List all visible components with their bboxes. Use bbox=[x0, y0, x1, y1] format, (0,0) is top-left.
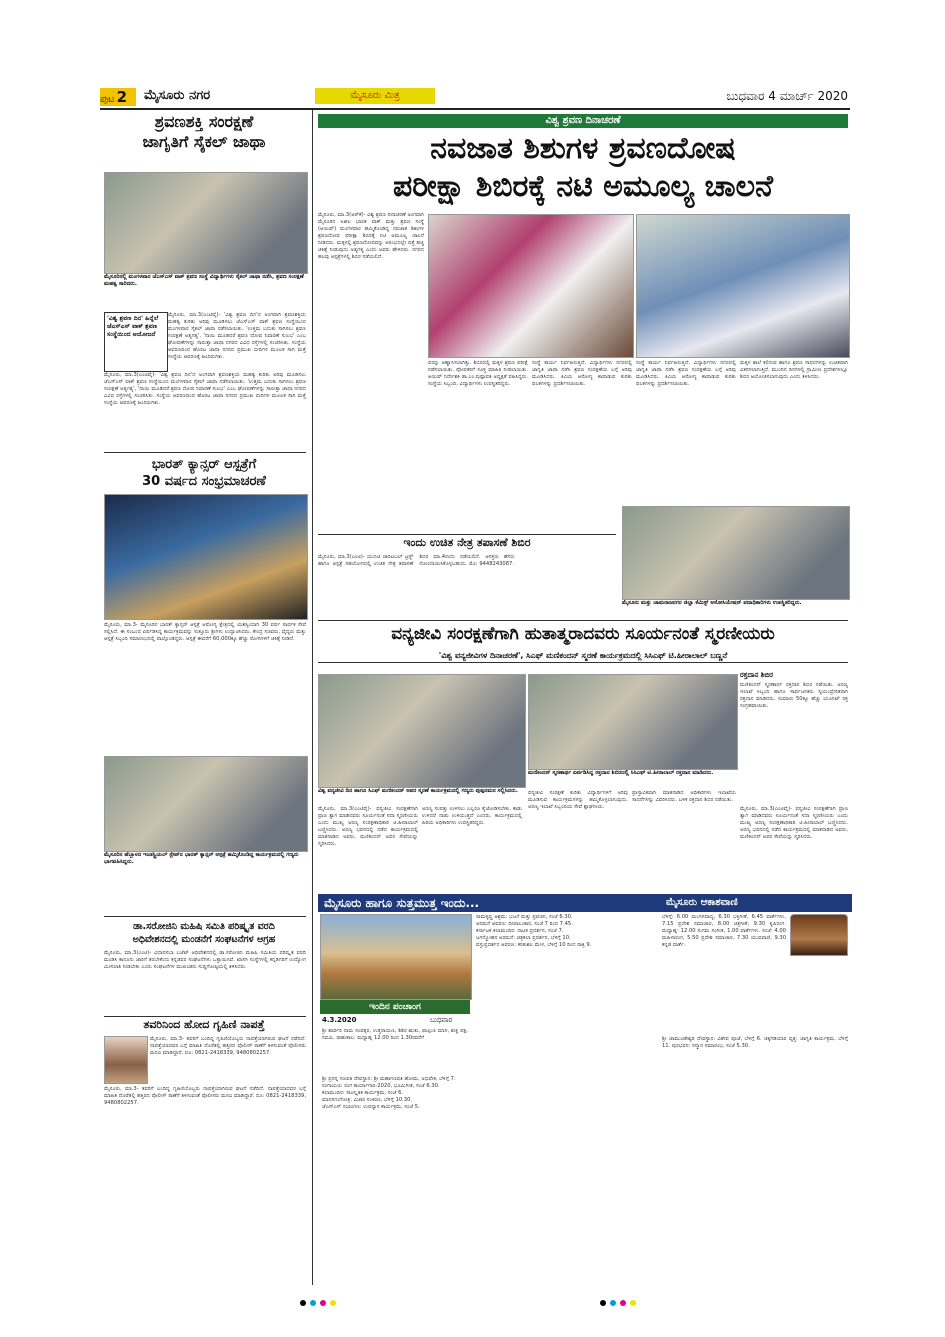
print-mark bbox=[310, 1300, 316, 1306]
page-number: 2 bbox=[116, 88, 128, 106]
print-mark bbox=[330, 1300, 336, 1306]
missing-woman-body-top: ಮೈಸೂರು, ಮಾ.3- ತವರಿಗೆ ಬಂದಿದ್ದ ಗೃಹಿಣಿಯೊಬ್ಬರು ನಾಪತ್ತೆಯಾಗಿರುವ ಘಟನೆ ನಡೆದಿದೆ. ನಾಪತ್ತೆಯಾದವರ ಬಗ್ಗೆ ಮಾಹಿತಿ ದೊರೆತಲ್ಲಿ ಹತ್ತಿರದ ಪೊಲೀಸ್ ಠಾಣೆಗೆ ತಿಳಿಸುವಂತೆ ಪೊಲೀಸರು ಮನವಿ ಮಾಡಿದ್ದಾರೆ. ದೂ: 0821-2418339, 9480802257. bbox=[150, 1036, 306, 1056]
cancer-hospital-headline bbox=[100, 456, 308, 490]
print-mark bbox=[630, 1300, 636, 1306]
blood-donation-photo bbox=[528, 674, 738, 770]
wildlife-subhead: 'ವಿಶ್ವ ವನ್ಯಜೀವಿಗಳ ದಿನಾಚರಣೆ', ಸಿಎಫ್ ಮಣಿಕಂದನ್ ಸ್ಮರಣೆ ಕಾರ್ಯಕ್ರಮದಲ್ಲಿ ಸಿಸಿಎಫ್ ಟಿ.ಹೀರಾಲಾಲ್ ಬಣ್ಣನೆ bbox=[318, 650, 848, 663]
wildlife-tribute-caption: ವಿಶ್ವ ವನ್ಯಜೀವಿ ದಿನ ಹಾಗೂ ಸಿಎಫ್ ಮಣಿಕಂದನ್ ಅವರ ಸ್ಮರಣೆ ಕಾರ್ಯಕ್ರಮದಲ್ಲಿ ಗಣ್ಯರು ಪುಷ್ಪನಮನ ಸಲ್ಲಿಸಿದರು. bbox=[318, 788, 518, 794]
wildlife-tribute-photo bbox=[318, 674, 526, 788]
actress-camp-photo bbox=[428, 214, 634, 358]
cancer-hospital-group-photo bbox=[104, 756, 308, 852]
radio-body-2: ಶ್ರೀ ಚಾಮುಂಡೇಶ್ವರಿ ದೇವಸ್ಥಾನ: ವಿಶೇಷ ಪೂಜೆ, ಬೆಳಿಗ್ಗೆ 6. ಚಿಕ್ಕಗಡಿಯಾರ ವೃತ್ತ: ಜಾಗೃತಿ ಕಾರ್ಯಕ್ರಮ, ಬೆಳಿಗ್ಗೆ 11. ಪುರಭವನ: ಸನ್ಮಾನ ಸಮಾರಂಭ, ಸಂಜೆ 5.30. bbox=[662, 1036, 848, 1049]
panchanga-day: ಬುಧವಾರ bbox=[430, 1016, 453, 1024]
listing-item: ಕರ್ನಾಟಕ ಕಲಾಮಂದಿರ: ನಾಟಕ ಪ್ರದರ್ಶನ, ಸಂಜೆ 7. bbox=[476, 928, 564, 934]
print-mark bbox=[320, 1300, 326, 1306]
cycle-rally-pull-quote: 'ವಿಶ್ವ ಶ್ರವಣ ದಿನ' ಹಿನ್ನೆಲೆ ಜೆಎಸ್‌ಎಸ್ ವಾಕ್ ಶ್ರವಣ ಸಂಸ್ಥೆಯಿಂದ ಆಯೋಜನೆ bbox=[104, 312, 168, 372]
page-number-badge bbox=[100, 88, 136, 106]
chemist-association-caption: ಮೈಸೂರು ಮತ್ತು ಚಾಮರಾಜನಗರ ಜಿಲ್ಲಾ ಕೆಮಿಸ್ಟ್ ಅಸೋಸಿಯೇಷನ್ ಪದಾಧಿಕಾರಿಗಳು ಉಪಸ್ಥಿತರಿದ್ದರು. bbox=[622, 600, 802, 606]
cycle-rally-headline-1: ಶ್ರವಣಶಕ್ತಿ ಸಂರಕ್ಷಣೆ bbox=[154, 112, 254, 131]
listings-col1 bbox=[322, 1076, 468, 1276]
wildlife-body-1: ಮೈಸೂರು, ಮಾ.3(ಎಂಟಿವೈ)- ವನ್ಯಜೀವಿ ಸಂರಕ್ಷಣೆಗಾಗಿ ಪ್ರಾಣ ತ್ಯಾಗ ಮಾಡಿದವರು ಸೂರ್ಯನಂತೆ ಸದಾ ಸ್ಮರಣೀಯರು ಎಂದು ಮುಖ್ಯ ಅರಣ್ಯ ಸಂರಕ್ಷಣಾಧಿಕಾರಿ ಟಿ.ಹೀರಾಲಾಲ್ ಬಣ್ಣಿಸಿದರು. ಅರಣ್ಯ ಭವನದಲ್ಲಿ ನಡೆದ ಕಾರ್ಯಕ್ರಮದಲ್ಲಿ ಮಾತನಾಡಿದ ಅವರು, ಮಣಿಕಂದನ್ ಅವರ ಸೇವೆಯನ್ನು ಸ್ಮರಿಸಿದರು. bbox=[318, 806, 418, 847]
eye-camp-headline: ಇಂದು ಉಚಿತ ನೇತ್ರ ತಪಾಸಣೆ ಶಿಬಿರ bbox=[403, 536, 531, 549]
missing-woman-photo bbox=[104, 1036, 148, 1084]
cycle-rally-caption: ಮೈಸೂರಿನಲ್ಲಿ ಮಂಗಳವಾರ ಜೆಎಸ್‌ಎಸ್ ವಾಕ್ ಶ್ರವಣ ಸಂಸ್ಥೆ ವಿದ್ಯಾರ್ಥಿಗಳು ಸೈಕಲ್ ಜಾಥಾ ನಡೆಸಿ, ಶ್ರವಣ ಸಂರಕ್ಷಣೆ ಮಹತ್ವ ಸಾರಿದರು. bbox=[104, 274, 304, 287]
print-mark bbox=[600, 1300, 606, 1306]
panchanga-date: 4.3.2020 bbox=[322, 1016, 357, 1024]
mahishi-report-headline bbox=[100, 920, 308, 946]
mahishi-headline-1: ಡಾ.ಸರೋಜಿನಿ ಮಹಿಷಿ ಸಮಿತಿ ಪರಿಷ್ಕೃತ ವರದಿ bbox=[133, 921, 275, 932]
print-mark bbox=[300, 1300, 306, 1306]
wildlife-body-2: ಅರಣ್ಯ ಸಂಪತ್ತು ಉಳಿಸಲು ಎಲ್ಲರೂ ಕೈಜೋಡಿಸಬೇಕು. ಕಾಡು ಉಳಿದರೆ ನಾಡು ಉಳಿಯುತ್ತದೆ ಎಂದರು. ಕಾರ್ಯಕ್ರಮದಲ್ಲಿ ಹಿರಿಯ ಅಧಿಕಾರಿಗಳು ಉಪಸ್ಥಿತರಿದ್ದರು. bbox=[422, 806, 522, 826]
divider bbox=[104, 916, 306, 917]
cycle-rally-headline-2: ಜಾಗೃತಿಗೆ ಸೈಕಲ್ ಜಾಥಾ bbox=[142, 132, 266, 151]
mahishi-body: ಮೈಸೂರು, ಮಾ.3(ಎಂಟಿ)- ವಿಧಾನಸಭಾ ಬಜೆಟ್ ಅಧಿವೇಶನದಲ್ಲಿ ಡಾ.ಸರೋಜಿನಿ ಮಹಿಷಿ ಸಮಿತಿಯ ಪರಿಷ್ಕೃತ ವರದಿ ಮಂಡಿಸಿ ಕಾನೂನು ಜಾರಿಗೆ ತರಬೇಕೆಂದು ಕನ್ನಡಪರ ಸಂಘಟನೆಗಳು ಒತ್ತಾಯಿಸಿವೆ. ಖಾಸಗಿ ಸಂಸ್ಥೆಗಳಲ್ಲಿ ಕನ್ನಡಿಗರಿಗೆ ಉದ್ಯೋಗ ಮೀಸಲಾತಿ ನೀಡಬೇಕು ಎಂದು ಸಂಘಟನೆಗಳ ಮುಖಂಡರು ಸುದ್ದಿಗೋಷ್ಠಿಯಲ್ಲಿ ತಿಳಿಸಿದರು. bbox=[104, 950, 306, 970]
main-headline-2: ಪರೀಕ್ಷಾ ಶಿಬಿರಕ್ಕೆ ನಟಿ ಅಮೂಲ್ಯ ಚಾಲನೆ bbox=[393, 169, 773, 204]
radio-title: ಮೈಸೂರು ಆಕಾಶವಾಣಿ bbox=[662, 894, 852, 912]
page-label: ಪುಟ bbox=[100, 94, 115, 105]
radio-icon bbox=[790, 914, 848, 956]
main-headline-1: ನವಜಾತ ಶಿಶುಗಳ ಶ್ರವಣದೋಷ bbox=[430, 131, 736, 166]
mahishi-headline-2: ಅಧಿವೇಶನದಲ್ಲಿ ಮಂಡನೆಗೆ ಸಂಘಟನೆಗಳ ಆಗ್ರಹ bbox=[132, 934, 276, 945]
listing-item: ಕಲಾಮಂದಿರ: ಸಾಂಸ್ಕೃತಿಕ ಕಾರ್ಯಕ್ರಮ, ಸಂಜೆ 6. bbox=[322, 1090, 404, 1096]
missing-woman-headline: ತವರಿನಿಂದ ಹೋದ ಗೃಹಿಣಿ ನಾಪತ್ತೆ bbox=[143, 1018, 265, 1031]
cycle-rally-photo bbox=[104, 172, 308, 274]
wildlife-body-4: ಪ್ರಾಸ್ತಾವಿಕವಾಗಿ ಮಾತನಾಡಿದ ಅಧಿಕಾರಿಗಳು ಇಲಾಖೆಯ ಸಾಧನೆಗಳನ್ನು ವಿವರಿಸಿದರು. ಬಳಿಕ ರಕ್ತದಾನ ಶಿಬಿರ ನಡೆಯಿತು. bbox=[632, 790, 736, 803]
listing-item: ವಸ್ತುಪ್ರದರ್ಶನ ಆವರಣ: ಕರಕುಶಲ ಮೇಳ, ಬೆಳಿಗ್ಗೆ 10 ರಿಂದ ರಾತ್ರಿ 9. bbox=[476, 942, 592, 948]
wildlife-headline: ವನ್ಯಜೀವಿ ಸಂರಕ್ಷಣೆಗಾಗಿ ಹುತಾತ್ಮರಾದವರು ಸೂರ್ಯನಂತೆ ಸ್ಮರಣೀಯರು bbox=[391, 624, 775, 644]
main-body-col4: ಮಕ್ಕಳ ಶಾಲೆ ಕಲಿಸುವ ಹಾಗೂ ಶ್ರವಣ ಸಾಧನಗಳನ್ನು ಉಚಿತವಾಗಿ ವಿತರಿಸಲಾಗುತ್ತಿದೆ. ಮುಂದಿನ ದಿನಗಳಲ್ಲಿ ಗ್ರಾಮೀಣ ಪ್ರದೇಶಗಳಲ್ಲೂ ಶಿಬಿರ ಆಯೋಜಿಸಲಾಗುವುದು ಎಂದು ತಿಳಿಸಿದರು. bbox=[740, 360, 848, 380]
listing-item: ಮಾನಸಗಂಗೋತ್ರಿ: ವಿಚಾರ ಸಂಕಿರಣ, ಬೆಳಿಗ್ಗೆ 10.30. bbox=[322, 1097, 413, 1103]
listing-item: ರಾಮಕೃಷ್ಣ ಆಶ್ರಮ: ಭಜನೆ ಮತ್ತು ಪ್ರವಚನ, ಸಂಜೆ 6.30. bbox=[476, 914, 573, 920]
divider bbox=[318, 620, 848, 621]
mysuru-palace-photo bbox=[320, 914, 472, 1000]
cancer-hospital-stage-photo bbox=[104, 494, 308, 620]
section-title: ಮೈಸೂರು ನಗರ bbox=[144, 88, 211, 103]
main-body-col3: ಸಂಸ್ಥೆ ಕಾರ್ಯ ನಿರ್ವಹಿಸುತ್ತಿದೆ. ವಿದ್ಯಾರ್ಥಿಗಳು ನಗರದಲ್ಲಿ ಜಾಗೃತಿ ಜಾಥಾ ನಡೆಸಿ ಶ್ರವಣ ಸಂರಕ್ಷಣೆಯ ಬಗ್ಗೆ ಅರಿವು ಮೂಡಿಸಿದರು. ಕಿವಿಯ ಆರೋಗ್ಯ ಕಾಪಾಡುವ ಕುರಿತು ಫಲಕಗಳನ್ನು ಪ್ರದರ್ಶಿಸಲಾಯಿತು. bbox=[532, 360, 632, 387]
masthead-logo: ಮೈಸೂರು ಮಿತ್ರ bbox=[315, 88, 435, 104]
wildlife-body-5: ಮೈಸೂರು, ಮಾ.3(ಎಂಟಿವೈ)- ವನ್ಯಜೀವಿ ಸಂರಕ್ಷಣೆಗಾಗಿ ಪ್ರಾಣ ತ್ಯಾಗ ಮಾಡಿದವರು ಸೂರ್ಯನಂತೆ ಸದಾ ಸ್ಮರಣೀಯರು ಎಂದು ಮುಖ್ಯ ಅರಣ್ಯ ಸಂರಕ್ಷಣಾಧಿಕಾರಿ ಟಿ.ಹೀರಾಲಾಲ್ ಬಣ್ಣಿಸಿದರು. ಅರಣ್ಯ ಭವನದಲ್ಲಿ ನಡೆದ ಕಾರ್ಯಕ್ರಮದಲ್ಲಿ ಮಾತನಾಡಿದ ಅವರು, ಮಣಿಕಂದನ್ ಅವರ ಸೇವೆಯನ್ನು ಸ್ಮರಿಸಿದರು. bbox=[740, 806, 848, 840]
cancer-hospital-body: ಮೈಸೂರು, ಮಾ.3- ಮೈಸೂರಿನ ಭಾರತ್ ಕ್ಯಾನ್ಸರ್ ಆಸ್ಪತ್ರೆ ಆರೋಗ್ಯ ಕ್ಷೇತ್ರದಲ್ಲಿ ಯಶಸ್ವಿಯಾಗಿ 30 ವರ್ಷ ಸಾರ್ಥಕ ಸೇವೆ ಸಲ್ಲಿಸಿದೆ. ಈ ಸಂಬಂಧ ಏರ್ಪಡಿಸಿದ್ದ ಕಾರ್ಯಕ್ರಮವನ್ನು ಸುತ್ತೂರು ಶ್ರೀಗಳು ಉದ್ಘಾಟಿಸಿದರು. ಕೇಂದ್ರ ಸಚಿವರು, ವೈದ್ಯರು ಮತ್ತು ಆಸ್ಪತ್ರೆ ಸಿಬ್ಬಂದಿ ಸಮಾರಂಭದಲ್ಲಿ ಪಾಲ್ಗೊಂಡಿದ್ದರು. ಆಸ್ಪತ್ರೆ ಈವರೆಗೆ 60,000ಕ್ಕೂ ಹೆಚ್ಚು ರೋಗಿಗಳಿಗೆ ಚಿಕಿತ್ಸೆ ನೀಡಿದೆ. bbox=[104, 622, 306, 642]
cancer-hospital-caption: ಮೈಸೂರಿನ ಹೆಬ್ಬಾಳದ ಇಂಡಸ್ಟ್ರಿಯಲ್ ಸ್ಟೇಟ್‌ನ ಭಾರತ್ ಕ್ಯಾನ್ಸರ್ ಆಸ್ಪತ್ರೆ ಹಮ್ಮಿಕೊಂಡಿದ್ದ ಕಾರ್ಯಕ್ರಮದಲ್ಲಿ ಗಣ್ಯರು ಭಾಗವಹಿಸಿದ್ದರು. bbox=[104, 852, 299, 865]
awareness-rally-photo bbox=[636, 214, 850, 358]
listing-item: ಅರಮನೆ ಆವರಣ: ದೀಪಾಲಂಕಾರ, ಸಂಜೆ 7 ರಿಂದ 7.45. bbox=[476, 921, 573, 927]
divider bbox=[104, 1016, 306, 1017]
cancer-hospital-headline-2: 30 ವರ್ಷದ ಸಂಭ್ರಮಾಚರಣೆ bbox=[142, 474, 266, 489]
listing-item: ರಂಗಾಯಣ: ರಂಗ ಕಾರ್ಯಾಗಾರ-2020, ಭೂಮಿಗೀತ, ಸಂಜೆ 6.30. bbox=[322, 1083, 440, 1089]
cancer-hospital-headline-1: ಭಾರತ್ ಕ್ಯಾನ್ಸರ್ ಆಸ್ಪತ್ರೆಗೆ bbox=[151, 457, 257, 472]
panchanga-body: ಶ್ರೀ ಶಾರ್ವರಿ ನಾಮ ಸಂವತ್ಸರ, ಉತ್ತರಾಯಣ, ಶಿಶಿರ ಋತು, ಫಾಲ್ಗುಣ ಮಾಸ, ಶುಕ್ಲ ಪಕ್ಷ, ನವಮಿ. ರಾಹುಕಾಲ: ಮಧ್ಯಾಹ್ನ 12.00 ರಿಂದ 1.30ರವರೆಗೆ bbox=[322, 1028, 468, 1041]
eye-camp-body: ಮೈಸೂರು, ಮಾ.3(ಎಂಟಿ)- ಯುನಿಟಿ ಚಾರಿಟಬಲ್ ಟ್ರಸ್ಟ್ ಹಾಗೂ ಆಸ್ಪತ್ರೆ ಸಹಯೋಗದಲ್ಲಿ ಉಚಿತ ನೇತ್ರ ತಪಾಸಣೆ ಶಿಬಿರ ಮಾ.4ರಂದು ನಡೆಯಲಿದೆ. ಆಸಕ್ತರು ಹೆಸರು ನೋಂದಾಯಿಸಿಕೊಳ್ಳಬಹುದು. ಮೊ: 9448243087. bbox=[318, 554, 515, 567]
left-column bbox=[100, 112, 308, 152]
blood-donation-caption: ಮಣಿಕಂದನ್ ಸ್ಮರಣಾರ್ಥ ಏರ್ಪಡಿಸಿದ್ದ ರಕ್ತದಾನ ಶಿಬಿರದಲ್ಲಿ ಸಿಸಿಎಫ್ ಟಿ.ಹೀರಾಲಾಲ್ ರಕ್ತದಾನ ಮಾಡಿದರು. bbox=[528, 770, 714, 776]
issue-date: ಬುಧವಾರ 4 ಮಾರ್ಚ್ 2020 bbox=[726, 89, 848, 103]
blood-camp-side-body: ಮಣಿಕಂದನ್ ಸ್ಮರಣಾರ್ಥ ರಕ್ತದಾನ ಶಿಬಿರ ನಡೆಯಿತು. ಅರಣ್ಯ ಇಲಾಖೆ ಸಿಬ್ಬಂದಿ ಹಾಗೂ ಸಾರ್ವಜನಿಕರು ಸ್ವಯಂಪ್ರೇರಿತರಾಗಿ ರಕ್ತದಾನ ಮಾಡಿದರು. ಸುಮಾರು 50ಕ್ಕೂ ಹೆಚ್ಚು ಯೂನಿಟ್ ರಕ್ತ ಸಂಗ್ರಹವಾಯಿತು. bbox=[740, 682, 848, 709]
cycle-rally-body: ಮೈಸೂರು, ಮಾ.3(ಎಂಟಿವೈ)- 'ವಿಶ್ವ ಶ್ರವಣ ದಿನ'ದ ಅಂಗವಾಗಿ ಶ್ರವಣಶಕ್ತಿಯ ಮಹತ್ವ ಕುರಿತು ಅರಿವು ಮೂಡಿಸಲು ಜೆಎಸ್‌ಎಸ್ ವಾಕ್ ಶ್ರವಣ ಸಂಸ್ಥೆಯಿಂದ ಮಂಗಳವಾರ ಸೈಕಲ್ ಜಾಥಾ ನಡೆಸಲಾಯಿತು. 'ಉತ್ತಮ ಬದುಕು ಸಾಗಿಸಲು ಶ್ರವಣ ಸಂರಕ್ಷಣೆ ಅತ್ಯಗತ್ಯ', 'ನಾಯಿ ಮೂಡಿದರೆ ಶ್ರವಣ ದೋಷ ನಿವಾರಣೆ ಸುಲಭ' ಎಂಬ ಘೋಷಣೆಗಳನ್ನು ಸಾರುತ್ತಾ ಜಾಥಾ ನಗರದ ವಿವಿಧ ರಸ್ತೆಗಳಲ್ಲಿ ಸಂಚರಿಸಿತು. ಸಂಸ್ಥೆಯ ಆವರಣದಿಂದ ಹೊರಟ ಜಾಥಾ ನಗರದ ಪ್ರಮುಖ ಬೀದಿಗಳ ಮೂಲಕ ಸಾಗಿ ಮತ್ತೆ ಸಂಸ್ಥೆಯ ಆವರಣಕ್ಕೆ ಹಿಂದಿರುಗಿತು. bbox=[104, 372, 306, 406]
listing-item: ಜಗನ್ಮೋಹನ ಅರಮನೆ: ಚಿತ್ರಕಲಾ ಪ್ರದರ್ಶನ, ಬೆಳಿಗ್ಗೆ 10. bbox=[476, 935, 571, 941]
main-body-col2: ವರನ್ನು ಆಹ್ವಾನಿಸಲಾಗಿತ್ತು. ಶಿಬಿರದಲ್ಲಿ ಮಕ್ಕಳ ಶ್ರವಣ ಪರೀಕ್ಷೆ ನಡೆಸಲಾಯಿತು. ಪೋಷಕರಿಗೆ ಸೂಕ್ತ ಮಾಹಿತಿ ನೀಡಲಾಯಿತು. ಆಯಿಷ್ ನಿರ್ದೇಶಕಿ ಡಾ.ಎಂ.ಪುಷ್ಪಾವತಿ ಅಧ್ಯಕ್ಷತೆ ವಹಿಸಿದ್ದರು. ಸಂಸ್ಥೆಯ ಸಿಬ್ಬಂದಿ, ವಿದ್ಯಾರ್ಥಿಗಳು ಉಪಸ್ಥಿತರಿದ್ದರು. bbox=[428, 360, 528, 387]
divider bbox=[318, 534, 616, 535]
panchanga-title: ಇಂದಿನ ಪಂಚಾಂಗ bbox=[320, 1000, 470, 1014]
listings-col2 bbox=[476, 914, 656, 1274]
main-body-col1: ಮೈಸೂರು, ಮಾ.3(ಆರ್‌ಕೆ)- ವಿಶ್ವ ಶ್ರವಣ ದಿನಾಚರಣೆ ಅಂಗವಾಗಿ ಮೈಸೂರಿನ ಅಖಿಲ ಭಾರತ ವಾಕ್ ಮತ್ತು ಶ್ರವಣ ಸಂಸ್ಥೆ (ಆಯಿಷ್) ಮಂಗಳವಾರ ಹಮ್ಮಿಕೊಂಡಿದ್ದ ನವಜಾತ ಶಿಶುಗಳ ಶ್ರವಣದೋಷ ಪರೀಕ್ಷಾ ಶಿಬಿರಕ್ಕೆ ನಟಿ ಅಮೂಲ್ಯ ಚಾಲನೆ ನೀಡಿದರು. ಮಕ್ಕಳಲ್ಲಿ ಶ್ರವಣದೋಷವನ್ನು ಆರಂಭದಲ್ಲೇ ಪತ್ತೆ ಹಚ್ಚಿ ಚಿಕಿತ್ಸೆ ನೀಡುವುದು ಅತ್ಯಗತ್ಯ ಎಂದು ಅವರು ಹೇಳಿದರು. ನಗರದ ಹಲವು ಆಸ್ಪತ್ರೆಗಳಲ್ಲಿ ಶಿಬಿರ ನಡೆಯಲಿದೆ. bbox=[318, 212, 424, 260]
chemist-association-photo bbox=[622, 506, 850, 600]
page-header bbox=[100, 86, 850, 110]
around-mysuru-banner: ಮೈಸೂರು ಹಾಗೂ ಸುತ್ತಮುತ್ತ ಇಂದು... bbox=[318, 894, 664, 912]
main-body-col3b: ಸಂಸ್ಥೆ ಕಾರ್ಯ ನಿರ್ವಹಿಸುತ್ತಿದೆ. ವಿದ್ಯಾರ್ಥಿಗಳು ನಗರದಲ್ಲಿ ಜಾಗೃತಿ ಜಾಥಾ ನಡೆಸಿ ಶ್ರವಣ ಸಂರಕ್ಷಣೆಯ ಬಗ್ಗೆ ಅರಿವು ಮೂಡಿಸಿದರು. ಕಿವಿಯ ಆರೋಗ್ಯ ಕಾಪಾಡುವ ಕುರಿತು ಫಲಕಗಳನ್ನು ಪ್ರದರ್ಶಿಸಲಾಯಿತು. bbox=[636, 360, 736, 387]
print-mark bbox=[610, 1300, 616, 1306]
divider bbox=[104, 452, 306, 453]
listing-item: ಜೆಎಸ್‌ಎಸ್ ಸಭಾಂಗಣ: ಉಪನ್ಯಾಸ ಕಾರ್ಯಕ್ರಮ, ಸಂಜೆ 5. bbox=[322, 1104, 420, 1110]
listing-item: ಶ್ರೀ ಪ್ರಸನ್ನ ಗಣಪತಿ ದೇವಸ್ಥಾನ: ಶ್ರೀ ಮಹಾಗಣಪತಿ ಹೋಮ, ಅಭಿಷೇಕ, ಬೆಳಿಗ್ಗೆ 7. bbox=[322, 1076, 456, 1082]
blood-camp-side-title: ರಕ್ತದಾನ ಶಿಬಿರ bbox=[740, 671, 774, 679]
cycle-rally-body-top: ಮೈಸೂರು, ಮಾ.3(ಎಂಟಿವೈ)- 'ವಿಶ್ವ ಶ್ರವಣ ದಿನ'ದ ಅಂಗವಾಗಿ ಶ್ರವಣಶಕ್ತಿಯ ಮಹತ್ವ ಕುರಿತು ಅರಿವು ಮೂಡಿಸಲು ಜೆಎಸ್‌ಎಸ್ ವಾಕ್ ಶ್ರವಣ ಸಂಸ್ಥೆಯಿಂದ ಮಂಗಳವಾರ ಸೈಕಲ್ ಜಾಥಾ ನಡೆಸಲಾಯಿತು. 'ಉತ್ತಮ ಬದುಕು ಸಾಗಿಸಲು ಶ್ರವಣ ಸಂರಕ್ಷಣೆ ಅತ್ಯಗತ್ಯ', 'ನಾಯಿ ಮೂಡಿದರೆ ಶ್ರವಣ ದೋಷ ನಿವಾರಣೆ ಸುಲಭ' ಎಂಬ ಘೋಷಣೆಗಳನ್ನು ಸಾರುತ್ತಾ ಜಾಥಾ ನಗರದ ವಿವಿಧ ರಸ್ತೆಗಳಲ್ಲಿ ಸಂಚರಿಸಿತು. ಸಂಸ್ಥೆಯ ಆವರಣದಿಂದ ಹೊರಟ ಜಾಥಾ ನಗರದ ಪ್ರಮುಖ ಬೀದಿಗಳ ಮೂಲಕ ಸಾಗಿ ಮತ್ತೆ ಸಂಸ್ಥೆಯ ಆವರಣಕ್ಕೆ ಹಿಂದಿರುಗಿತು. bbox=[168, 312, 306, 360]
kicker-bar: ವಿಶ್ವ ಶ್ರವಣ ದಿನಾಚರಣೆ bbox=[318, 114, 848, 128]
radio-body: ಬೆಳಿಗ್ಗೆ: 6.00 ಮಂಗಳವಾದ್ಯ, 6.30 ಭಕ್ತಿಗೀತೆ, 6.45 ವಾರ್ತೆಗಳು, 7.15 ಪ್ರದೇಶ ಸಮಾಚಾರ, 8.00 ಚಿತ್ರಗೀತೆ, 9.30 ಕೃಷಿರಂಗ. ಮಧ್ಯಾಹ್ನ: 12.00 ಸುಗಮ ಸಂಗೀತ, 1.00 ವಾರ್ತೆಗಳು. ಸಂಜೆ: 4.00 ಮಹಿಳಾರಂಗ, 5.50 ಪ್ರದೇಶ ಸಮಾಚಾರ, 7.30 ಯುವವಾಣಿ, 9.30 ಕನ್ನಡ ವಾರ್ತೆ. bbox=[662, 914, 786, 948]
missing-woman-body: ಮೈಸೂರು, ಮಾ.3- ತವರಿಗೆ ಬಂದಿದ್ದ ಗೃಹಿಣಿಯೊಬ್ಬರು ನಾಪತ್ತೆಯಾಗಿರುವ ಘಟನೆ ನಡೆದಿದೆ. ನಾಪತ್ತೆಯಾದವರ ಬಗ್ಗೆ ಮಾಹಿತಿ ದೊರೆತಲ್ಲಿ ಹತ್ತಿರದ ಪೊಲೀಸ್ ಠಾಣೆಗೆ ತಿಳಿಸುವಂತೆ ಪೊಲೀಸರು ಮನವಿ ಮಾಡಿದ್ದಾರೆ. ದೂ: 0821-2418339, 9480802257. bbox=[104, 1086, 306, 1106]
wildlife-body-3: ವನ್ಯಜೀವಿ ಸಂರಕ್ಷಣೆ ಕುರಿತು ವಿದ್ಯಾರ್ಥಿಗಳಿಗೆ ಅರಿವು ಮೂಡಿಸುವ ಕಾರ್ಯಕ್ರಮಗಳನ್ನು ಹಮ್ಮಿಕೊಳ್ಳಲಾಗುವುದು. ಅರಣ್ಯ ಇಲಾಖೆ ಸಿಬ್ಬಂದಿಯ ಸೇವೆ ಶ್ಲಾಘನೀಯ. bbox=[528, 790, 628, 810]
print-mark bbox=[620, 1300, 626, 1306]
column-divider bbox=[312, 110, 313, 1285]
